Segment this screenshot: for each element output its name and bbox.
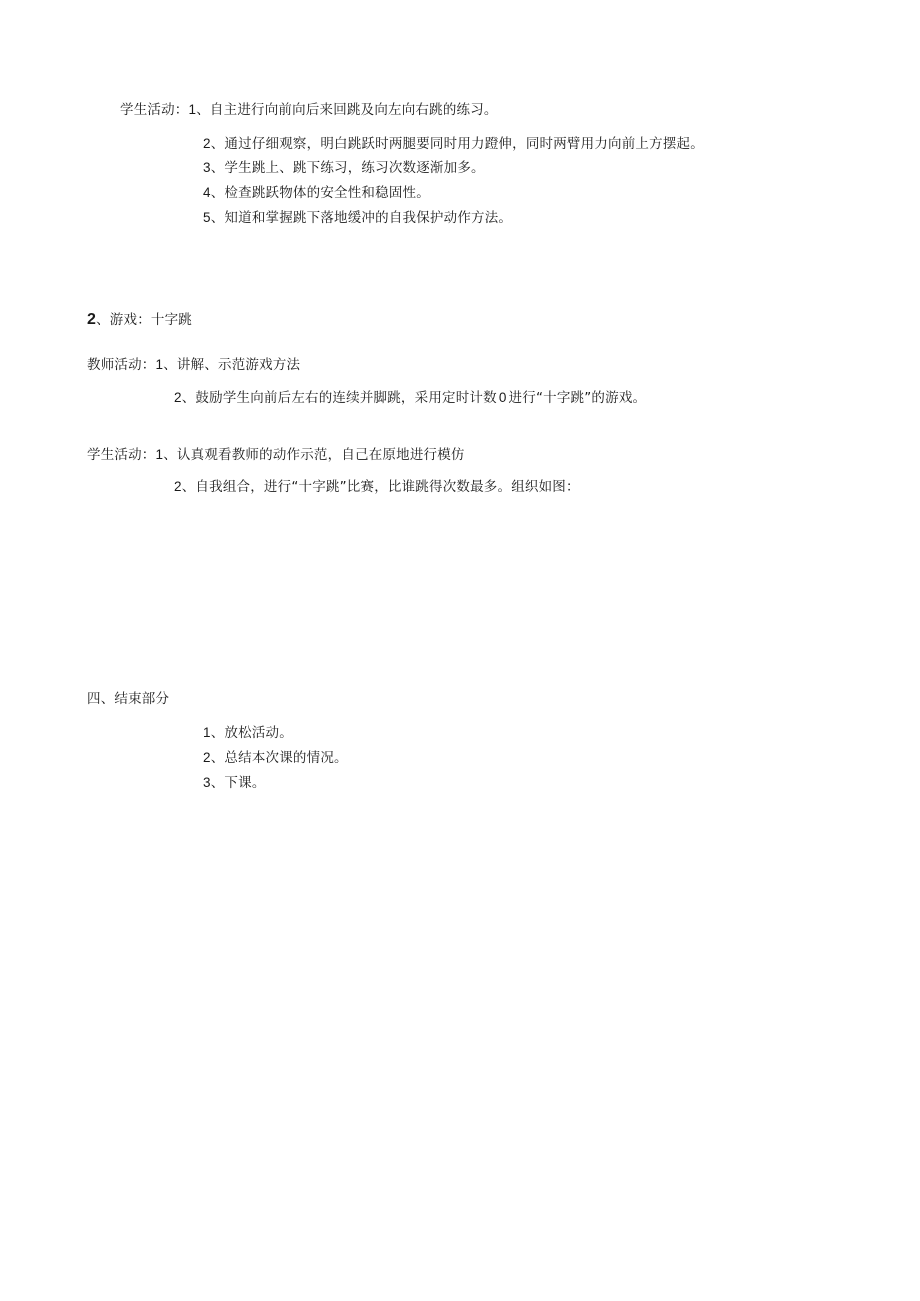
ending-title: 四、结束部分 (87, 691, 170, 707)
item-text: 、认真观看教师的动作示范，自己在原地进行模仿 (163, 447, 465, 463)
item-text: 、知道和掌握跳下落地缓冲的自我保护动作方法。 (210, 210, 513, 226)
item-number: 2 (203, 750, 211, 765)
item-number: 1 (155, 447, 164, 462)
item-number: 5 (203, 210, 211, 225)
item-text: 、自我组合，进行“十字跳”比赛，比谁跳得次数最多。组织如图： (181, 479, 580, 495)
item-number: 2 (203, 136, 211, 151)
item-text: 、学生跳上、跳下练习，练习次数逐渐加多。 (210, 160, 485, 176)
student-activity-label: 学生活动： (120, 102, 189, 118)
student-activity-line-2 (203, 135, 704, 153)
item-text: 、检查跳跃物体的安全性和稳固性。 (210, 185, 430, 201)
teacher-activity-line-2 (174, 389, 646, 407)
ending-line-3 (203, 774, 266, 792)
item-text: 、自主进行向前向后来回跳及向左向右跳的练习。 (196, 102, 498, 118)
item-text: 进行“十字跳”的游戏。 (508, 390, 647, 406)
game-heading (87, 311, 192, 329)
ending-line-1 (203, 724, 293, 742)
student-activity2-line-2 (174, 478, 580, 496)
student-activity-line-5 (203, 209, 512, 227)
game-number: 2 (87, 311, 97, 328)
item-text: 、讲解、示范游戏方法 (163, 357, 301, 373)
count-zero: 0 (498, 390, 507, 405)
student-activity2-line-1 (87, 446, 465, 464)
item-number: 2 (174, 479, 182, 494)
item-text: 、通过仔细观察，明白跳跃时两腿要同时用力蹬伸，同时两臂用力向前上方摆起。 (210, 136, 704, 152)
item-number: 1 (188, 102, 197, 117)
item-text: 、放松活动。 (210, 725, 293, 741)
student-activity-label: 学生活动： (87, 447, 156, 463)
item-number: 4 (203, 185, 211, 200)
teacher-activity-label: 教师活动： (87, 357, 156, 373)
item-number: 3 (203, 775, 211, 790)
item-text: 、下课。 (210, 775, 266, 791)
teacher-activity-line-1 (87, 356, 300, 374)
game-title: 、游戏：十字跳 (96, 312, 193, 328)
item-number: 2 (174, 390, 182, 405)
item-number: 1 (155, 357, 164, 372)
item-number: 1 (203, 725, 211, 740)
ending-heading (87, 690, 169, 708)
item-number: 3 (203, 160, 211, 175)
ending-line-2 (203, 749, 348, 767)
item-text: 、总结本次课的情况。 (210, 750, 348, 766)
student-activity-line-4 (203, 184, 430, 202)
item-text: 、鼓励学生向前后左右的连续并脚跳，采用定时计数 (181, 390, 497, 406)
student-activity-line-1 (120, 101, 498, 119)
student-activity-line-3 (203, 159, 485, 177)
